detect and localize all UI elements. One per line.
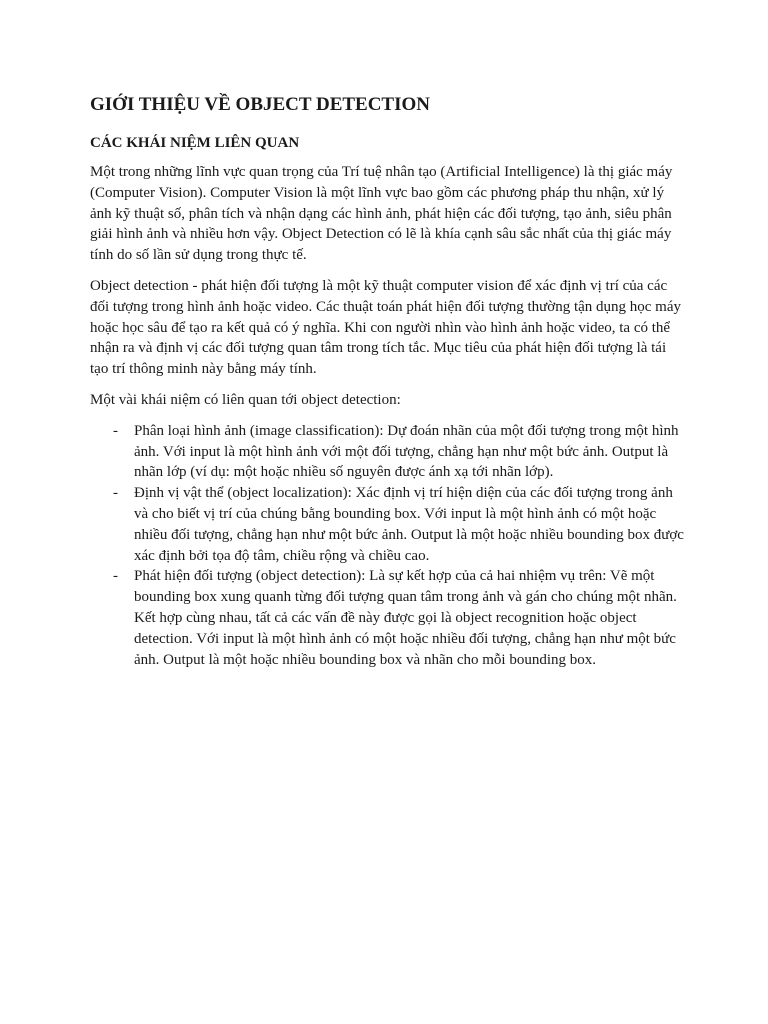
list-item-text: Phân loại hình ảnh (image classification): Dự đoán nhãn của một đối tượng trong một hình ảnh. Với input là một hình ảnh với một đối tượng, chẳng hạn như một bức ảnh. Output là nhãn lớp (ví dụ: một hoặc nhiều số nguyên được ánh xạ tới nhãn lớp).: [134, 422, 679, 481]
list-item: [90, 483, 686, 566]
paragraph-related-concepts: Một vài khái niệm có liên quan tới object detection:: [90, 391, 401, 408]
document-page: [90, 93, 686, 670]
list-item-text: Phát hiện đối tượng (object detection): Là sự kết hợp của cả hai nhiệm vụ trên: Vẽ một bounding box xung quanh từng đối tượng quan tâm trong ảnh và gán cho chúng một nhãn. Kết hợp cùng nhau, tất cả các vấn đề này được gọi là object recognition hoặc object detection. Với input là một hình ảnh có một hoặc nhiều đối tượng, chẳng hạn như một bức ảnh. Output là một hoặc nhiều bounding box và nhãn cho mỗi bounding box.: [134, 568, 677, 668]
list-item: [90, 566, 686, 670]
document-title: GIỚI THIỆU VỀ OBJECT DETECTION: [90, 94, 430, 115]
paragraph-object-detection: Object detection - phát hiện đối tượng là một kỹ thuật computer vision để xác định vị trí của các đối tượng trong hình ảnh hoặc video. Các thuật toán phát hiện đối tượng thường tận dụng học máy hoặc học sâu để tạo ra kết quả có ý nghĩa. Khi con người nhìn vào hình ảnh hoặc video, ta có thể nhận ra và định vị các đối tượng quan tâm trong tích tắc. Mục tiêu của phát hiện đối tượng là tái tạo trí thông minh này bằng máy tính.: [90, 277, 681, 378]
bullet-dash: -: [113, 485, 118, 502]
section-heading: CÁC KHÁI NIỆM LIÊN QUAN: [90, 135, 300, 151]
paragraph-intro: Một trong những lĩnh vực quan trọng của Trí tuệ nhân tạo (Artificial Intelligence) là thị giác máy (Computer Vision). Computer Vision là một lĩnh vực bao gồm các phương pháp thu nhận, xử lý ảnh kỹ thuật số, phân tích và nhận dạng các hình ảnh, phát hiện các đối tượng, tạo ảnh, siêu phân giải hình ảnh và nhiều hơn vậy. Object Detection có lẽ là khía cạnh sâu sắc nhất của thị giác máy tính do số lần sử dụng trong thực tế.: [90, 164, 673, 264]
list-item-text: Định vị vật thể (object localization): Xác định vị trí hiện diện của các đối tượng trong ảnh và cho biết vị trí của chúng bằng bounding box. Với input là một hình ảnh có một hoặc nhiều đối tượng, chẳng hạn như một bức ảnh. Output là một hoặc nhiều bounding box được xác định bởi tọa độ tâm, chiều rộng và chiều cao.: [134, 485, 684, 564]
concept-list: [90, 421, 686, 671]
list-item: [90, 421, 686, 483]
bullet-dash: -: [113, 568, 118, 585]
bullet-dash: -: [113, 422, 118, 439]
